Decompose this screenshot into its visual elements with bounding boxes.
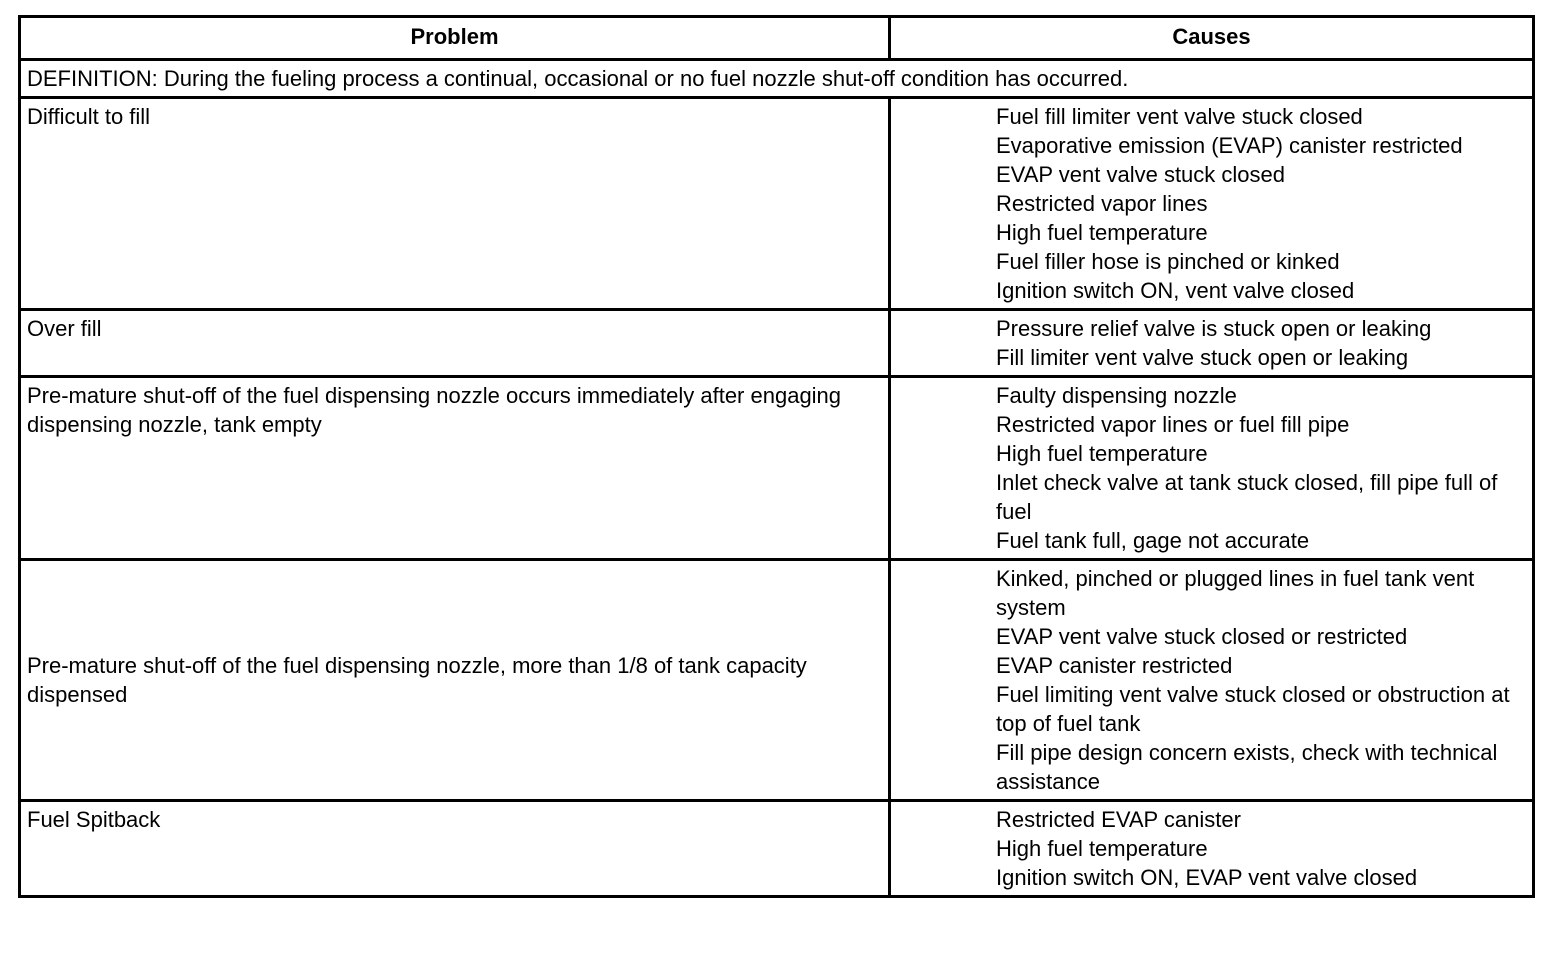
cause-item: Evaporative emission (EVAP) canister restricted <box>996 133 1463 158</box>
cause-item: High fuel temperature <box>996 220 1208 245</box>
table-row <box>20 377 1534 560</box>
causes-cell <box>890 560 1534 801</box>
problem-cell: Pre-mature shut-off of the fuel dispensing nozzle, more than 1/8 of tank capacity dispensed <box>20 560 890 801</box>
header-causes: Causes <box>890 17 1534 60</box>
table-row <box>20 310 1534 377</box>
cause-item: Restricted vapor lines or fuel fill pipe <box>996 412 1350 437</box>
cause-item: Fuel limiting vent valve stuck closed or obstruction at top of fuel tank <box>996 682 1510 736</box>
cause-item: Fuel tank full, gage not accurate <box>996 528 1310 553</box>
header-row <box>20 17 1534 60</box>
problem-cell: Pre-mature shut-off of the fuel dispensing nozzle occurs immediately after engaging dispensing nozzle, tank empty <box>20 377 890 560</box>
causes-cell <box>890 98 1534 310</box>
cause-item: High fuel temperature <box>996 836 1208 861</box>
cause-item: Ignition switch ON, EVAP vent valve closed <box>996 865 1418 890</box>
cause-item: EVAP vent valve stuck closed or restricted <box>996 624 1408 649</box>
cause-item: Inlet check valve at tank stuck closed, fill pipe full of fuel <box>996 470 1498 524</box>
cause-item: High fuel temperature <box>996 441 1208 466</box>
cause-item: Faulty dispensing nozzle <box>996 383 1237 408</box>
problem-cell: Over fill <box>20 310 890 377</box>
header-problem: Problem <box>20 17 890 60</box>
cause-item: Pressure relief valve is stuck open or leaking <box>996 316 1432 341</box>
cause-item: EVAP vent valve stuck closed <box>996 162 1285 187</box>
definition-row <box>20 60 1534 98</box>
cause-item: Restricted vapor lines <box>996 191 1208 216</box>
problem-cell: Difficult to fill <box>20 98 890 310</box>
causes-cell <box>890 377 1534 560</box>
table-row <box>20 560 1534 801</box>
cause-item: Ignition switch ON, vent valve closed <box>996 278 1355 303</box>
diagnosis-table <box>18 15 1535 898</box>
cause-item: Fuel fill limiter vent valve stuck closed <box>996 104 1363 129</box>
table-row <box>20 801 1534 897</box>
cause-item: Fill pipe design concern exists, check with technical assistance <box>996 740 1498 794</box>
cause-item: Kinked, pinched or plugged lines in fuel tank vent system <box>996 566 1475 620</box>
table-row <box>20 98 1534 310</box>
cause-item: Fuel filler hose is pinched or kinked <box>996 249 1340 274</box>
problem-cell: Fuel Spitback <box>20 801 890 897</box>
cause-item: Fill limiter vent valve stuck open or leaking <box>996 345 1409 370</box>
cause-item: Restricted EVAP canister <box>996 807 1241 832</box>
definition-text: DEFINITION: During the fueling process a continual, occasional or no fuel nozzle shut-off condition has occurred. <box>20 60 1534 98</box>
causes-cell <box>890 310 1534 377</box>
cause-item: EVAP canister restricted <box>996 653 1233 678</box>
causes-cell <box>890 801 1534 897</box>
